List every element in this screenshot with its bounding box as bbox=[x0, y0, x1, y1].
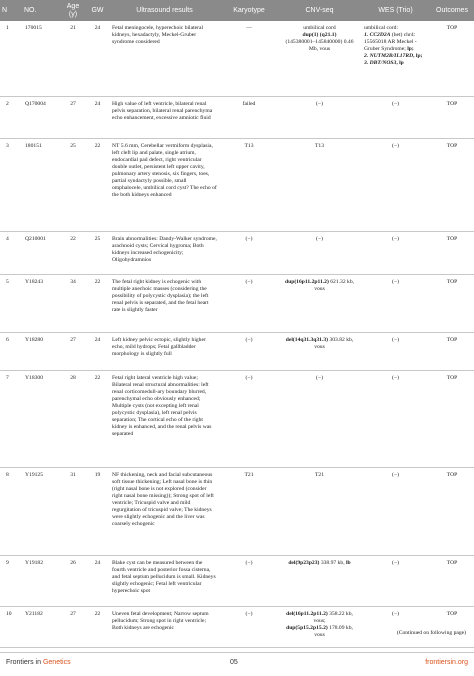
cell-n: 7 bbox=[0, 370, 22, 467]
cell-ultrasound: NF thickening, neck and facial subcutaneous soft tissue thickening; Left nasal bone is thin (right nasal bone is not explored (consider right nasal bone missing)); Strong spot of left ventricle; Tricuspid valve and mild regurgitation of tricuspid valve; The kidneys were slightly echogenic and the liver was coarsely echogenic bbox=[109, 467, 220, 555]
cell-ultrasound: Left kidney pelvic ectopic, slightly higher echo, mild hydrops; Fetal gallbladder morphology is slightly full bbox=[109, 332, 220, 370]
cell-gw: 24 bbox=[86, 332, 109, 370]
cnv-detail: (145380001–145840000) 0.46 Mb, vous bbox=[285, 39, 354, 53]
cnv-detail: 358.22 kb, vous; bbox=[313, 610, 353, 624]
cnv-class: lb bbox=[346, 559, 351, 566]
cell-gw: 24 bbox=[86, 96, 109, 138]
cell-outcome: TOP bbox=[430, 231, 474, 274]
cell-age: 27 bbox=[60, 96, 86, 138]
cell-gw: 22 bbox=[86, 138, 109, 231]
wes-gene-1: 1. CC2D2A bbox=[364, 32, 391, 39]
cell-gw: 25 bbox=[86, 231, 109, 274]
header-ultrasound: Ultrasound results bbox=[109, 0, 220, 21]
cell-no: Y19125 bbox=[22, 467, 60, 555]
cell-ultrasound: Fetal meningocele, hyperechoic bilateral kidneys, hexadactyly, Meckel-Gruber syndrome considered bbox=[109, 21, 220, 96]
cnv-detail: 338.97 kb, bbox=[320, 559, 345, 566]
cell-no: Y19182 bbox=[22, 555, 60, 606]
cell-ultrasound: High value of left ventricle, bilateral renal pelvis separation, bilateral renal parenchyma echo enhancement, excessive amniotic fluid bbox=[109, 96, 220, 138]
cell-outcome: TOP bbox=[430, 370, 474, 467]
cell-no: Y18300 bbox=[22, 370, 60, 467]
cnv-variant: del(9p23p23) bbox=[288, 559, 320, 566]
cell-ultrasound: The fetal right kidney is echogenic with multiple anechoic masses (considering the possibility of polycystic dysplasia); the left renal pelvis is separated, and the fetal heart rate is slightly faster bbox=[109, 274, 220, 332]
cell-karyotype: — bbox=[220, 21, 278, 96]
cell-age: 27 bbox=[60, 606, 86, 647]
footer-divider bbox=[0, 652, 474, 653]
cell-age: 34 bbox=[60, 274, 86, 332]
cell-n: 5 bbox=[0, 274, 22, 332]
cell-age: 21 bbox=[60, 21, 86, 96]
cell-wes: (−) bbox=[361, 96, 430, 138]
cell-age: 22 bbox=[60, 231, 86, 274]
table-row bbox=[0, 231, 474, 274]
wes-detail-1: (het) chr4: 15565018 AR Meckel -Gruber Syndrome; bbox=[364, 32, 417, 53]
wes-class-1: lp; bbox=[407, 46, 414, 53]
cell-wes: (−) bbox=[361, 555, 430, 606]
cell-wes: (−) bbox=[361, 231, 430, 274]
cell-karyotype: T13 bbox=[220, 138, 278, 231]
wes-class-3: , lp bbox=[396, 60, 404, 67]
cell-karyotype: failed bbox=[220, 96, 278, 138]
journal-name bbox=[6, 659, 71, 666]
cell-age: 27 bbox=[60, 332, 86, 370]
cell-age: 25 bbox=[60, 138, 86, 231]
table-row bbox=[0, 555, 474, 606]
header-cnv-seq: CNV-seq bbox=[278, 0, 361, 21]
table-row bbox=[0, 332, 474, 370]
cnv-variant-2: dup(5p15.2p15.2) bbox=[286, 624, 328, 631]
cell-outcome: TOP bbox=[430, 467, 474, 555]
site-link[interactable]: frontiersin.org bbox=[425, 659, 468, 666]
cnv-detail-2: 178.09 kb, vous bbox=[314, 624, 353, 638]
header-karyotype: Karyotype bbox=[220, 0, 278, 21]
wes-gene-3: 3. DBT/NOS3 bbox=[364, 60, 397, 67]
cell-n: 4 bbox=[0, 231, 22, 274]
header-row bbox=[0, 0, 474, 21]
cell-n: 9 bbox=[0, 555, 22, 606]
cell-ultrasound: Brain abnormalities: Dandy-Walker syndrome, arachnoid cysts; Cervical hygroma; Both kidneys increased echogenicity; Oligohydramnios bbox=[109, 231, 220, 274]
header-wes: WES (Trio) bbox=[361, 0, 430, 21]
table-row bbox=[0, 606, 474, 647]
cell-outcome: TOP bbox=[430, 555, 474, 606]
cell-karyotype: (−) bbox=[220, 555, 278, 606]
cell-outcome: TOP bbox=[430, 332, 474, 370]
cell-ultrasound: NT 5.6 mm, Cerebellar vermiform dysplasia, left cleft lip and palate, single atrium, endocardial pad defect, right ventricular double outlet, persistent left upper cavity, pulmonary artery stenosis, six fingers, toes, partial syndactyly possible, small omphalocele, umbilical cord cyst? The echo of the both kidneys enhanced bbox=[109, 138, 220, 231]
cell-n: 2 bbox=[0, 96, 22, 138]
cell-cnv bbox=[278, 555, 361, 606]
cell-wes: (−) bbox=[361, 274, 430, 332]
cell-cnv bbox=[278, 274, 361, 332]
cell-no: Q210001 bbox=[22, 231, 60, 274]
wes-sample: umbilical cord: bbox=[364, 25, 399, 31]
cell-no: 180151 bbox=[22, 138, 60, 231]
cell-age: 28 bbox=[60, 370, 86, 467]
cell-gw: 19 bbox=[86, 467, 109, 555]
cnv-variant: del(16p11.2p11.2) bbox=[286, 610, 328, 617]
cell-gw: 24 bbox=[86, 555, 109, 606]
cell-cnv bbox=[278, 606, 361, 647]
wes-class-2: , lp; bbox=[413, 53, 423, 60]
cnv-variant: dup(16p11.2p11.2) bbox=[284, 278, 329, 285]
continued-note: (Continued on following page) bbox=[396, 630, 466, 636]
cell-ultrasound: Fetal right lateral ventricle high value; Bilateral renal structural abnormalities: left renal corticomedull-ary boundary blurred, parenchymal echo obviously enhanced; Multiple cysts (not excepting left renal polycystic dysplasia), left renal pelvis separation; The cortical echo of the right kidney is enhanced, and the renal pelvis was separated bbox=[109, 370, 220, 467]
header-gw: GW bbox=[86, 0, 109, 21]
table-row bbox=[0, 467, 474, 555]
header-no: NO. bbox=[22, 0, 60, 21]
cnv-detail: 303.82 kb, vous bbox=[314, 336, 354, 350]
cell-cnv: T21 bbox=[278, 467, 361, 555]
cell-cnv: T13 bbox=[278, 138, 361, 231]
cell-ultrasound: Uneven fetal development; Narrow septum pellucidum; Strong spot in right ventricle; Both kidneys are echogenic bbox=[109, 606, 220, 647]
cell-no: Q170004 bbox=[22, 96, 60, 138]
cell-wes: (−) bbox=[361, 606, 430, 647]
header-age: Age (y) bbox=[60, 0, 86, 21]
cell-ultrasound: Blake cyst can be measured between the fourth ventricle and posterior fossa cisterna, and fetal septum pellucidum is small. Kidneys slightly echogenic; Fetal left ventricular hyperechoic spot bbox=[109, 555, 220, 606]
cell-cnv: (−) bbox=[278, 96, 361, 138]
cell-age: 31 bbox=[60, 467, 86, 555]
cnv-sample: umbilical cord bbox=[303, 25, 336, 31]
table-row bbox=[0, 274, 474, 332]
cell-gw: 22 bbox=[86, 606, 109, 647]
cell-wes: (−) bbox=[361, 467, 430, 555]
journal-title: Genetics bbox=[42, 659, 71, 666]
cell-age: 26 bbox=[60, 555, 86, 606]
cell-no: 170015 bbox=[22, 21, 60, 96]
header-outcomes: Outcomes bbox=[430, 0, 474, 21]
cell-gw: 22 bbox=[86, 274, 109, 332]
page-number: 05 bbox=[230, 659, 238, 666]
cell-n: 10 bbox=[0, 606, 22, 647]
cell-no: Y18243 bbox=[22, 274, 60, 332]
table-row bbox=[0, 21, 474, 96]
cell-karyotype: (−) bbox=[220, 370, 278, 467]
cell-karyotype: (−) bbox=[220, 332, 278, 370]
cell-n: 3 bbox=[0, 138, 22, 231]
cell-karyotype: (−) bbox=[220, 231, 278, 274]
cell-n: 8 bbox=[0, 467, 22, 555]
cell-outcome: TOP bbox=[430, 21, 474, 96]
header-n: N bbox=[0, 0, 22, 21]
cell-wes: (−) bbox=[361, 370, 430, 467]
cell-outcome: TOP bbox=[430, 274, 474, 332]
cell-cnv: (−) bbox=[278, 231, 361, 274]
table-row bbox=[0, 96, 474, 138]
cell-karyotype: (−) bbox=[220, 274, 278, 332]
cell-cnv bbox=[278, 21, 361, 96]
cnv-variant: del(14q31.3q31.3) bbox=[285, 336, 329, 343]
cell-gw: 24 bbox=[86, 21, 109, 96]
cell-karyotype: T21 bbox=[220, 467, 278, 555]
cell-no: Y18280 bbox=[22, 332, 60, 370]
cell-outcome: TOP bbox=[430, 138, 474, 231]
cell-outcome: TOP bbox=[430, 606, 474, 647]
cnv-detail: 621.32 kb, vous bbox=[314, 278, 355, 292]
cell-outcome: TOP bbox=[430, 96, 474, 138]
cell-n: 6 bbox=[0, 332, 22, 370]
journal-prefix: Frontiers in bbox=[6, 659, 42, 666]
cnv-variant: dup(1) (q21.1) bbox=[302, 32, 337, 39]
cell-wes: (−) bbox=[361, 138, 430, 231]
wes-gene-2: 2. NUTM2B/IL17RD bbox=[364, 53, 414, 60]
cell-no: Y21182 bbox=[22, 606, 60, 647]
cell-n: 1 bbox=[0, 21, 22, 96]
cell-wes: (−) bbox=[361, 332, 430, 370]
cell-karyotype: (−) bbox=[220, 606, 278, 647]
cell-cnv: (−) bbox=[278, 370, 361, 467]
table-row bbox=[0, 370, 474, 467]
cell-cnv bbox=[278, 332, 361, 370]
cell-gw: 22 bbox=[86, 370, 109, 467]
table-row bbox=[0, 138, 474, 231]
cell-wes bbox=[361, 21, 430, 96]
